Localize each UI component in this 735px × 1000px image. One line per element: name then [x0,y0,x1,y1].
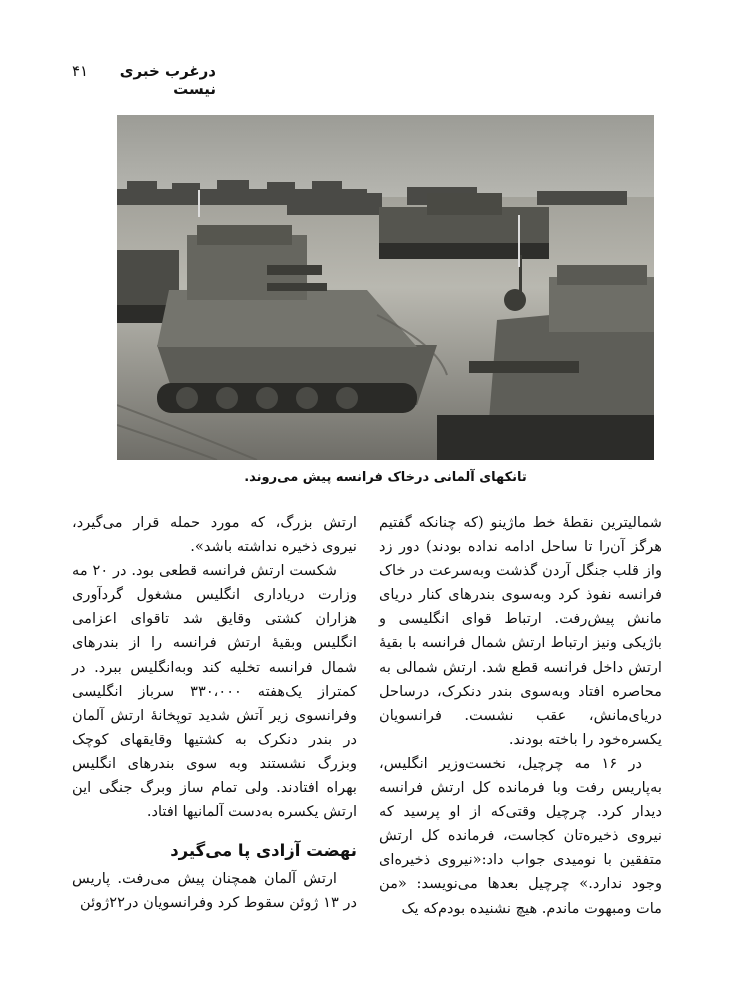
page-number: ۴۱ [72,62,89,80]
page-header [72,62,216,98]
section-heading: نهضت آزادی پا می‌گیرد [170,841,357,861]
left-paragraph-3: ارتش آلمان همچنان پیش می‌رفت. پاریس در ۱۳ ژوئن سقوط کرد وفرانسویان در۲۲ژوئن [72,870,357,912]
right-paragraph-1: شمالیترین نقطهٔ خط ماژینو (که چنانکه گفتیم هرگز آن‌را تا ساحل ادامه نداده بودند) دور زد واز قلب جنگل آردن گذشت وبه‌سرعت در خاک فرانسه نفوذ کرد وبه‌سوی بندرهای کنار دریای مانش پیش‌رفت. ارتباط قوای انگلیسی و باژیکی ونیز ارتباط ارتش شمال فرانسه با بقیهٔ ارتش داخل فرانسه قطع شد. ارتش شمالی به محاصره افتاد وبه‌سوی بندر دنکرک، درساحل دریای‌مانش، عقب نشست. فرانسویان یکسره‌خود را باخته بودند. [379,514,662,748]
figure-caption: تانکهای آلمانی درخاک فرانسه پیش می‌روند. [244,470,527,485]
tanks-photograph [117,115,654,460]
left-paragraph-2: شکست ارتش فرانسه قطعی بود. در ۲۰ مه وزارت دریاداری انگلیس مشغول گردآوری هزاران کشتی وقایق شد تاقوای اعزامی انگلیس وبقیهٔ ارتش فرانسه را از بندرهای شمال فرانسه تخلیه کند وبه‌انگلیس ببرد. در کمتراز یک‌هفته ۳۳۰،۰۰۰ سرباز انگلیسی وفرانسوی زیر آتش شدید توپخانهٔ ارتش آلمان در بندر دنکرک به کشتیها وقایقهای کوچک وبزرگ نشستند وبه سوی بندرهای انگلیس بهراه افتادند. ولی تمام ساز وبرگ جنگی این ارتش یکسره به‌دست آلمانیها افتاد. [72,562,357,821]
running-title: درغرب خبری نیست [119,62,216,98]
left-text-column [72,511,357,915]
right-text-column [379,511,662,921]
right-paragraph-2: در ۱۶ مه چرچیل، نخست‌وزیر انگلیس، به‌پاریس رفت وبا فرمانده کل ارتش فرانسه دیدار کرد. چرچیل وقتی‌که از او پرسید که نیروی ذخیره‌تان کجاست، فرمانده کل ارتش متفقین با نومیدی جواب داد:«نیروی ذخیره‌ای وجود ندارد.» چرچیل بعدها می‌نویسد: «من مات ومبهوت ماندم. هیچ نشنیده بودم‌که یک [379,754,662,917]
tanks-photo-illustration [117,115,654,460]
left-paragraph-1: ارتش بزرگ، که مورد حمله قرار می‌گیرد، نیروی ذخیره نداشته باشد». [72,514,357,556]
